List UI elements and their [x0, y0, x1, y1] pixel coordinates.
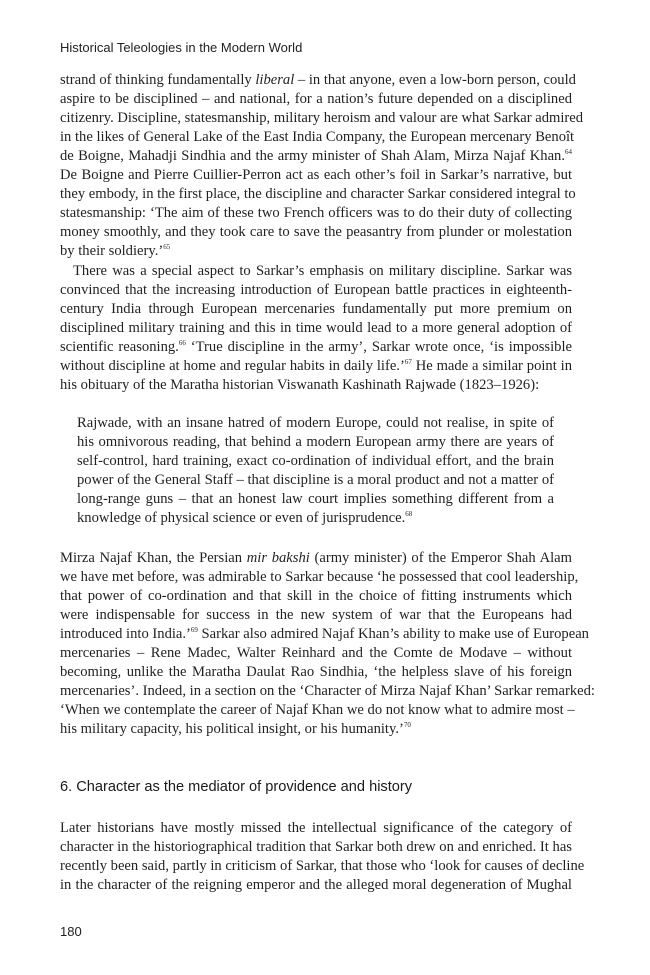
- text-line: they embody, in the first place, the discipline and character Sarkar considered integral to: [60, 186, 576, 202]
- text-line: ‘When we contemplate the career of Najaf Khan we do not know what to admire most –: [60, 702, 575, 718]
- text-line: [60, 71, 576, 90]
- text-line: in the character of the reigning emperor and the alleged moral degeneration of Mughal: [60, 877, 572, 893]
- text-run: without discipline at home and regular habits in daily life.’: [60, 358, 405, 374]
- italic-term: mir bakshi: [246, 550, 310, 566]
- footnote-ref: 66: [178, 339, 186, 348]
- text-line: self-control, hard training, exact co-ordination of individual effort, and the brain: [77, 453, 554, 469]
- text-line: [60, 338, 572, 357]
- footnote-ref: 65: [163, 243, 171, 252]
- text-line: Rajwade, with an insane hatred of modern Europe, could not realise, in spite of: [77, 415, 554, 431]
- text-line: [60, 357, 572, 376]
- section-heading: 6. Character as the mediator of providence and history: [60, 779, 413, 795]
- text-line: mercenaries – Rene Madec, Walter Reinhard and the Comte de Modave – without: [60, 645, 572, 661]
- text-line: were indispensable for success in the new system of war that the Europeans had: [60, 607, 572, 623]
- text-line: power of the General Staff – that discipline is a moral product and not a matter of: [77, 472, 554, 488]
- paragraph-4: [60, 819, 585, 895]
- text-line: [77, 509, 554, 528]
- text-run: knowledge of physical science or even of jurisprudence.: [77, 510, 406, 526]
- text-run: Mirza Najaf Khan, the Persian: [60, 550, 247, 566]
- italic-term: liberal: [255, 72, 295, 88]
- text-line: recently been said, partly in criticism of Sarkar, that those who ‘look for causes of decline: [60, 858, 585, 874]
- text-line: his obituary of the Maratha historian Viswanath Kashinath Rajwade (1823–1926):: [60, 377, 540, 393]
- text-line: De Boigne and Pierre Cuillier-Perron act as each other’s foil in Sarkar’s narrative, but: [60, 167, 572, 183]
- text-line: citizenry. Discipline, statesmanship, military heroism and valour are what Sarkar admired: [60, 110, 584, 126]
- text-line: Later historians have mostly missed the intellectual significance of the category of: [60, 820, 572, 836]
- text-line: aspire to be disciplined – and national, for a nation’s future depended on a disciplined: [60, 91, 572, 107]
- text-line: money smoothly, and they took care to save the peasantry from plunder or molestation: [60, 224, 572, 240]
- text-line: There was a special aspect to Sarkar’s emphasis on military discipline. Sarkar was: [73, 263, 572, 279]
- text-line: long-range guns – that an honest law court implies something different from a: [77, 491, 554, 507]
- text-line: [60, 147, 572, 166]
- text-line: his omnivorous reading, that behind a modern European army there are years of: [77, 434, 554, 450]
- running-head: Historical Teleologies in the Modern World: [60, 40, 303, 55]
- text-run: (army minister) of the Emperor Shah Alam: [309, 550, 573, 566]
- text-line: [60, 625, 589, 644]
- text-line: mercenaries’. Indeed, in a section on the ‘Character of Mirza Najaf Khan’ Sarkar remarked:: [60, 683, 595, 699]
- text-run: – in that anyone, even a low-born person, could: [294, 72, 576, 88]
- footnote-ref: 68: [405, 510, 413, 519]
- block-quote: [77, 414, 554, 528]
- text-run: introduced into India.’: [60, 626, 191, 642]
- text-line: [60, 549, 572, 568]
- text-line: character in the historiographical tradition that Sarkar both drew on and enriched. It has: [60, 839, 572, 855]
- footnote-ref: 69: [190, 626, 198, 635]
- paragraph-2: [60, 262, 572, 395]
- paragraph-1: [60, 71, 584, 261]
- text-run: his military capacity, his political insight, or his humanity.’: [60, 721, 404, 737]
- text-line: [60, 242, 572, 261]
- text-line: convinced that the increasing introduction of European battle practices in eighteenth-: [60, 282, 572, 298]
- footnote-ref: 64: [565, 148, 572, 157]
- page-number: 180: [60, 924, 82, 939]
- text-line: that power of co-ordination and that skill in the choice of fitting instruments which: [60, 588, 572, 604]
- paragraph-3: [60, 549, 595, 739]
- text-run: He made a similar point in: [411, 358, 572, 374]
- text-line: in the likes of General Lake of the East India Company, the European mercenary Benoît: [60, 129, 575, 145]
- text-run: scientific reasoning.: [60, 339, 179, 355]
- text-run: strand of thinking fundamentally: [60, 72, 256, 88]
- text-run: ‘True discipline in the army’, Sarkar wrote once, ‘is impossible: [185, 339, 572, 355]
- footnote-ref: 67: [404, 358, 412, 367]
- text-line: we have met before, was admirable to Sarkar because ‘he possessed that cool leadership,: [60, 569, 579, 585]
- text-line: becoming, unlike the Maratha Daulat Rao Sindhia, ‘the helpless slave of his foreign: [60, 664, 572, 680]
- text-line: [60, 720, 572, 739]
- text-line: century India through European mercenaries fundamentally put more premium on: [60, 301, 572, 317]
- footnote-ref: 70: [403, 721, 411, 730]
- text-run: Sarkar also admired Najaf Khan’s ability to make use of European: [197, 626, 589, 642]
- text-run: by their soldiery.’: [60, 243, 164, 259]
- text-line: disciplined military training and this in time would lead to a more general adoption of: [60, 320, 572, 336]
- text-run: de Boigne, Mahadji Sindhia and the army minister of Shah Alam, Mirza Najaf Khan.: [60, 148, 565, 164]
- text-line: statesmanship: ‘The aim of these two French officers was to do their duty of collecting: [60, 205, 572, 221]
